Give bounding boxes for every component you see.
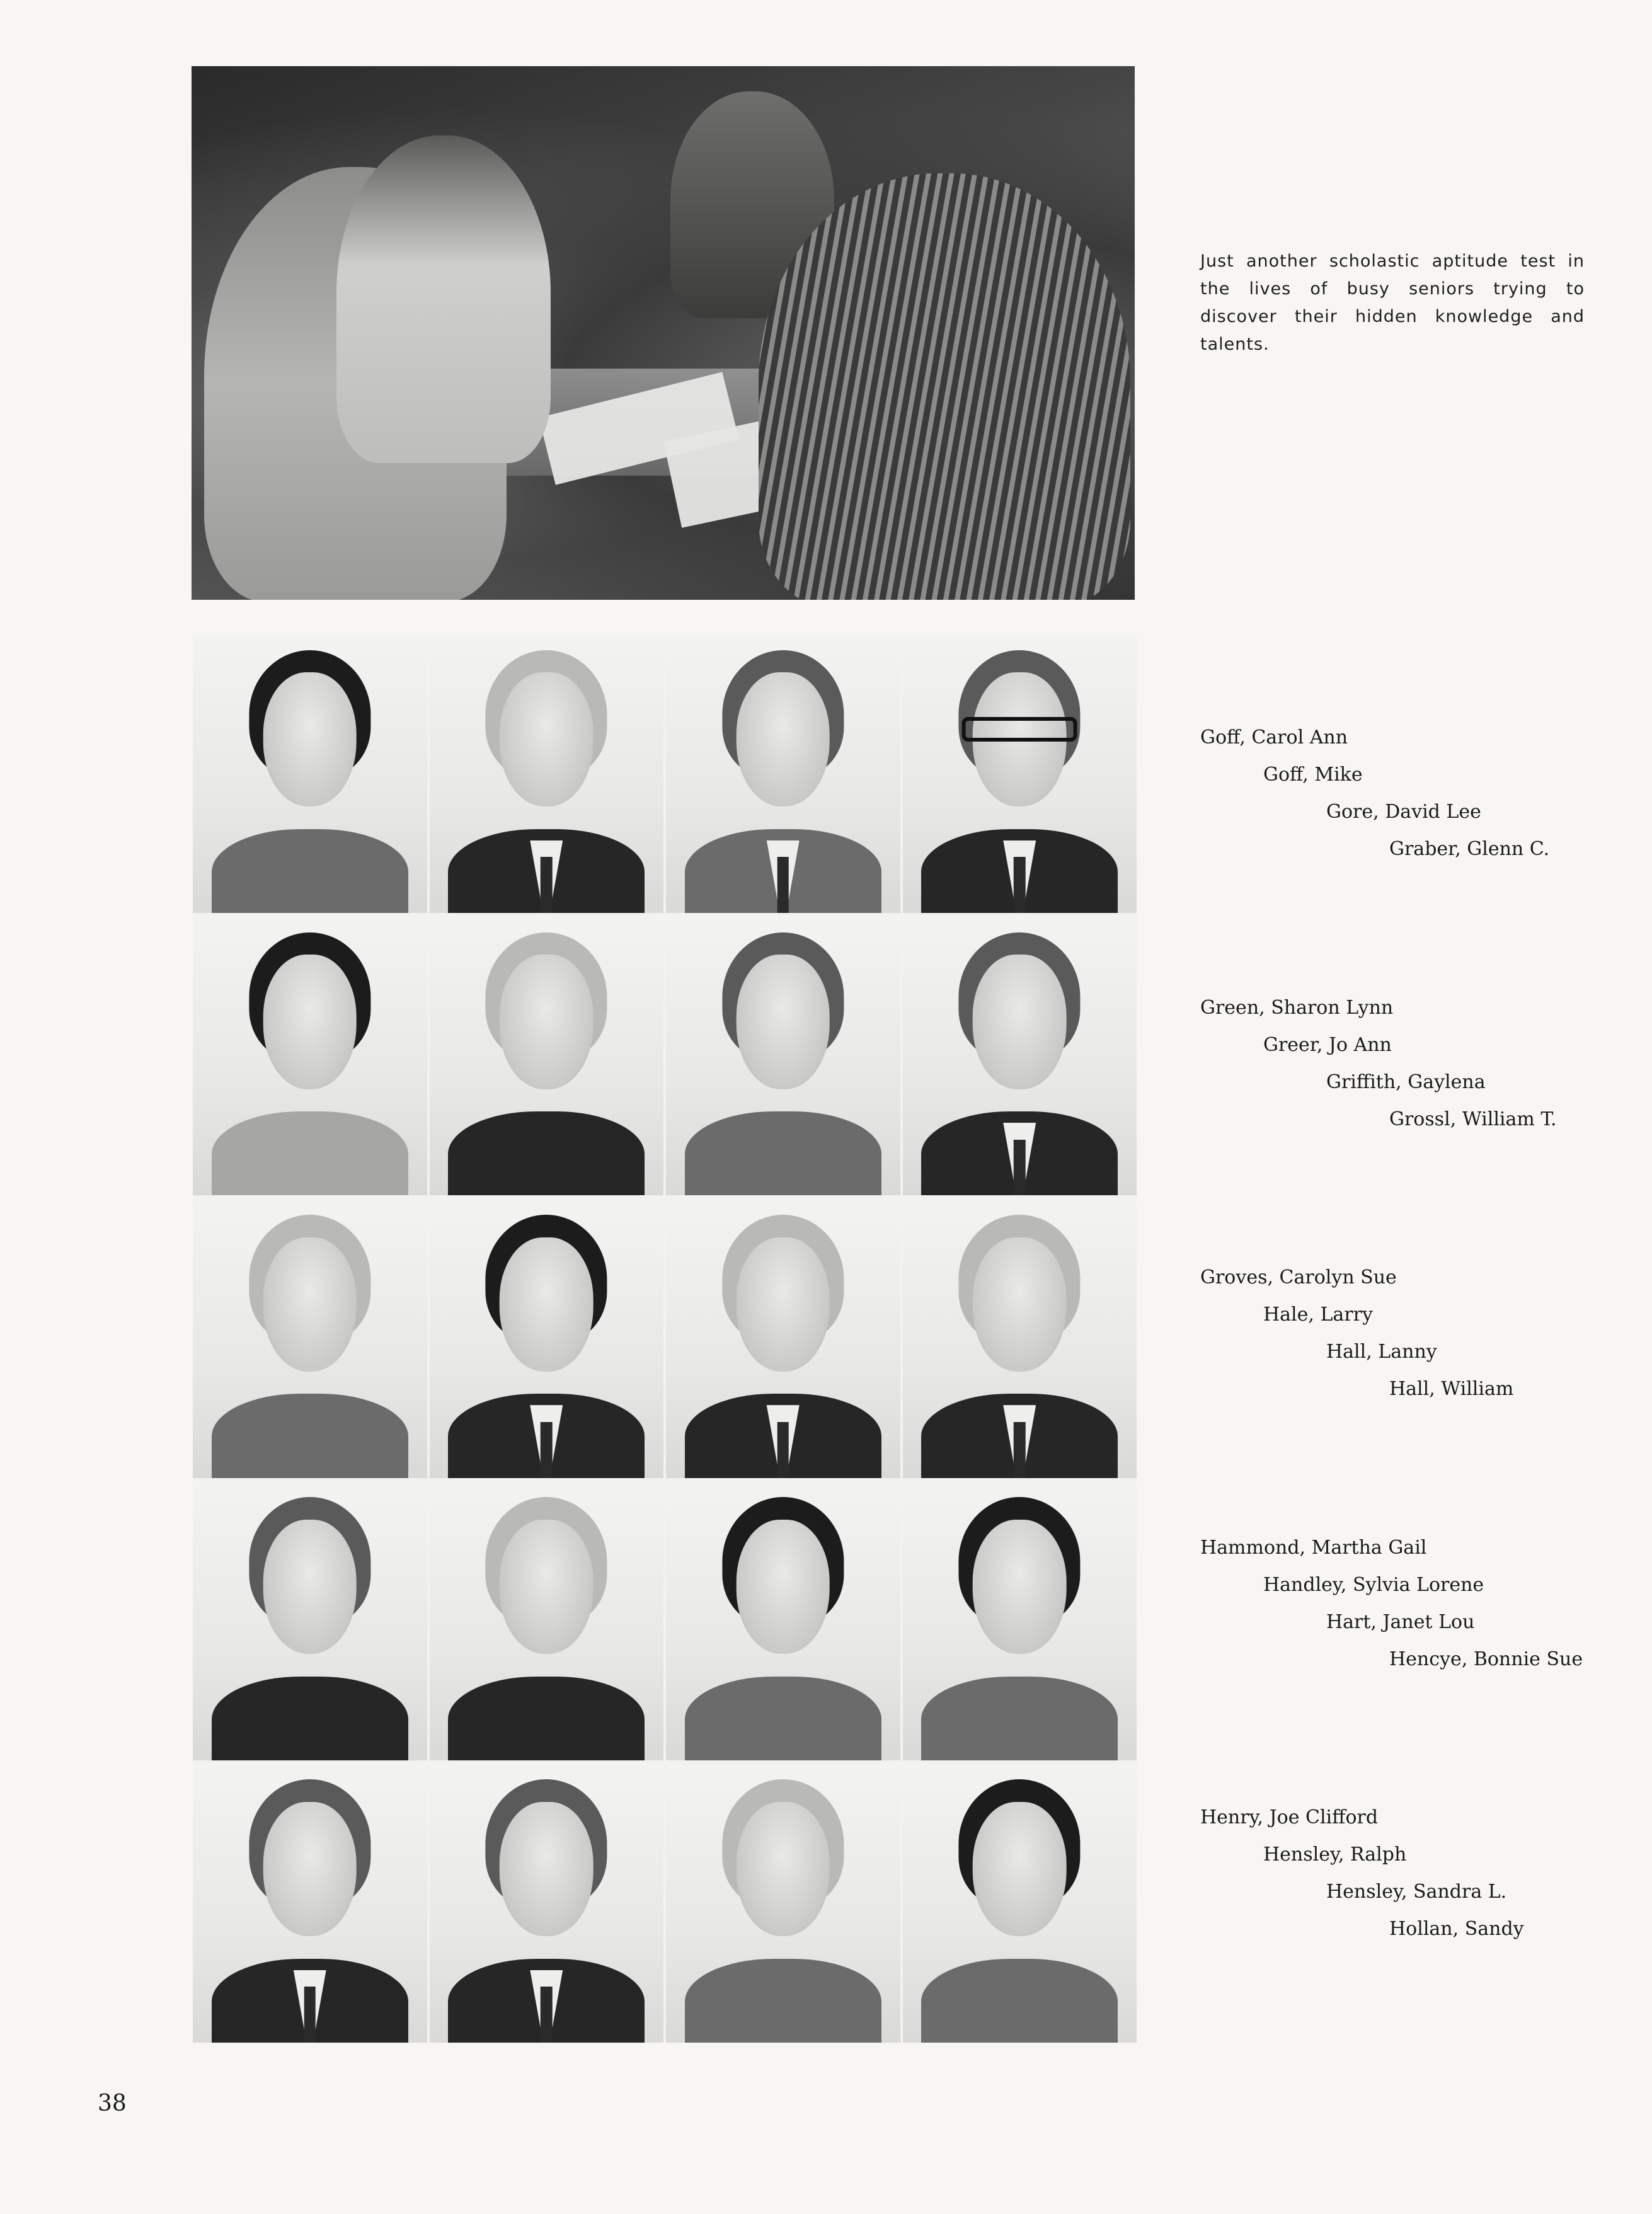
student-name: Grossl, William T. xyxy=(1389,1108,1557,1130)
student-name: Hall, Lanny xyxy=(1326,1341,1437,1363)
portrait xyxy=(430,915,664,1195)
page-number: 38 xyxy=(98,2091,127,2116)
student-name: Goff, Carol Ann xyxy=(1200,726,1348,749)
name-list-row-1 xyxy=(1200,719,1641,868)
portrait xyxy=(193,633,427,913)
student-name: Hensley, Ralph xyxy=(1263,1844,1407,1866)
portrait xyxy=(903,1763,1137,2043)
student-figure xyxy=(336,135,551,463)
student-name: Groves, Carolyn Sue xyxy=(1200,1266,1397,1288)
name-list-row-2 xyxy=(1200,989,1641,1138)
portrait xyxy=(903,915,1137,1195)
student-name: Gore, David Lee xyxy=(1326,801,1481,823)
student-figure xyxy=(759,173,1130,600)
group-photo-students-taking-test xyxy=(192,66,1135,600)
student-name: Griffith, Gaylena xyxy=(1326,1071,1486,1093)
portrait xyxy=(430,1198,664,1477)
senior-portrait-grid xyxy=(193,633,1137,2043)
name-list-row-3 xyxy=(1200,1259,1641,1408)
portrait xyxy=(430,633,664,913)
portrait xyxy=(903,633,1137,913)
student-name: Hencye, Bonnie Sue xyxy=(1389,1648,1583,1670)
portrait xyxy=(666,633,900,913)
student-name: Graber, Glenn C. xyxy=(1389,838,1550,860)
portrait xyxy=(903,1481,1137,1760)
portrait xyxy=(193,1481,427,1760)
student-name: Goff, Mike xyxy=(1263,764,1363,786)
student-name: Hall, William xyxy=(1389,1378,1514,1400)
portrait xyxy=(666,1481,900,1760)
student-name: Hollan, Sandy xyxy=(1389,1918,1524,1940)
portrait xyxy=(430,1481,664,1760)
portrait xyxy=(193,1763,427,2043)
student-name: Hart, Janet Lou xyxy=(1326,1611,1475,1633)
student-name: Handley, Sylvia Lorene xyxy=(1263,1574,1484,1596)
student-name: Hammond, Martha Gail xyxy=(1200,1537,1427,1559)
photo-caption: Just another scholastic aptitude test in the lives of busy seniors trying to discover their hidden knowledge and talents. xyxy=(1200,251,1585,354)
student-name: Hensley, Sandra L. xyxy=(1326,1881,1507,1903)
student-name: Henry, Joe Clifford xyxy=(1200,1806,1379,1828)
portrait xyxy=(666,915,900,1195)
name-list-row-4 xyxy=(1200,1529,1641,1678)
name-list-row-5 xyxy=(1200,1799,1641,1947)
student-name: Greer, Jo Ann xyxy=(1263,1034,1392,1056)
student-name: Green, Sharon Lynn xyxy=(1200,997,1394,1019)
portrait xyxy=(430,1763,664,2043)
portrait xyxy=(666,1198,900,1477)
portrait xyxy=(193,1198,427,1477)
portrait xyxy=(903,1198,1137,1477)
student-name: Hale, Larry xyxy=(1263,1304,1373,1326)
portrait xyxy=(666,1763,900,2043)
portrait xyxy=(193,915,427,1195)
